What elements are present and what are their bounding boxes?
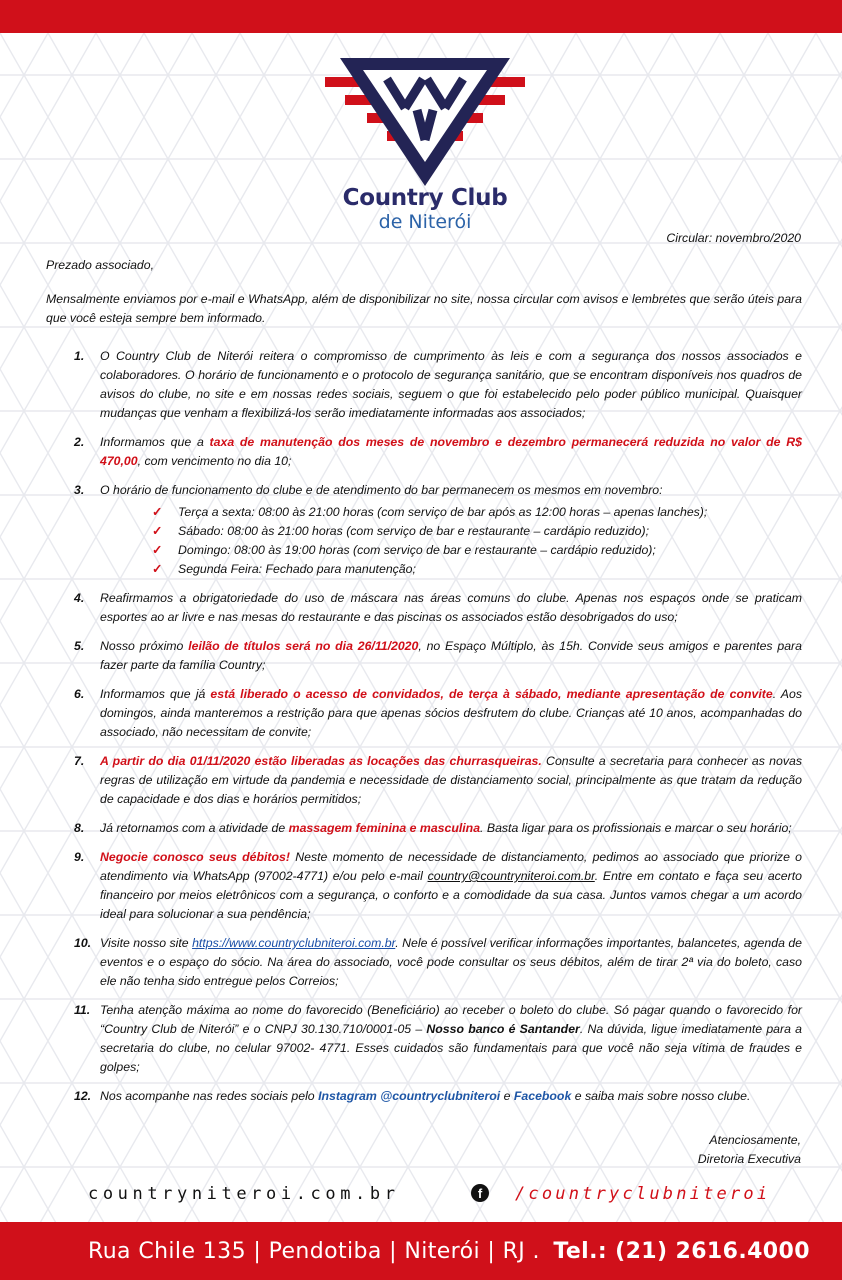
list-item: 1. O Country Club de Niterói reitera o compromisso de cumprimento às leis e com a segurança dos nossos associados e colaboradores. O horário de funcionamento e o protocolo de segurança sanitário, que se encontram disponíveis nos quadros de avisos do clube, no site e em nossas redes sociais, seguem o que foi estabelecido pelo poder público municipal. Quaisquer mudanças que venham a flexibilizá-los serão imediatamente informadas aos associados; (74, 349, 802, 420)
checkmark-icon: ✓ (152, 524, 163, 538)
footer-facebook[interactable]: /countryclubniteroi (515, 1184, 771, 1204)
brand-name: Country Club (342, 185, 508, 211)
bank-note: Nosso banco é Santander (426, 1022, 580, 1036)
highlight: massagem feminina e masculina (288, 821, 481, 835)
schedule-item: ✓ Segunda Feira: Fechado para manutenção; (152, 560, 802, 579)
highlight: está liberado o acesso de convidados, de terça à sábado, mediante apresentação de convite (210, 687, 773, 701)
intro-paragraph: Mensalmente enviamos por e-mail e WhatsApp, além de disponibilizar no site, nossa circular com avisos e lembretes que serão úteis para que você esteja sempre bem informado. (46, 292, 802, 325)
facebook-icon: f (471, 1184, 489, 1202)
schedule-list (100, 503, 802, 579)
highlight: taxa de manutenção dos meses de novembro e dezembro permanecerá reduzida no valor de R$ 470,00 (100, 435, 802, 468)
footer-address: Rua Chile 135 | Pendotiba | Niterói | RJ . (88, 1238, 548, 1264)
list-item: 12. Nos acompanhe nas redes sociais pelo Instagram @countryclubniteroi e Facebook e saiba mais sobre nosso clube. (74, 1089, 751, 1103)
website-link[interactable]: https://www.countryclubniteroi.com.br (192, 936, 396, 950)
list-item: 9. Negocie conosco seus débitos! Neste momento de necessidade de distanciamento, pedimos ao associado que priorize o atendimento via WhatsApp (97002-4771) e/ou pelo e-mail country@countryniteroi.com.br. Entre em contato e faça seu acerto financeiro por meios eletrônicos com a segurança, o conforto e a comodidade da sua casa. Juntos vamos chegar a um acordo ideal para solucionar a sua pendência; (74, 850, 803, 921)
signature-block: Atenciosamente, Diretoria Executiva (697, 1133, 801, 1166)
checkmark-icon: ✓ (152, 543, 163, 557)
instagram-handle: Instagram @countryclubniteroi (318, 1089, 501, 1103)
checkmark-icon: ✓ (152, 562, 163, 576)
schedule-item: ✓ Sábado: 08:00 às 21:00 horas (com serviço de bar e restaurante – cardápio reduzido); (152, 522, 802, 541)
list-item: 10. Visite nosso site https://www.countryclubniteroi.com.br. Nele é possível verificar informações importantes, balancetes, agenda de eventos e o espaço do sócio. Na área do associado, você pode consultar os seus débitos, além de tirar 2ª via do boleto, caso ele não tenha sido entregue pelos Correios; (74, 936, 803, 988)
schedule-item: ✓ Domingo: 08:00 às 19:00 horas (com serviço de bar e restaurante – cardápio reduzido); (152, 541, 802, 560)
list-item: 6. Informamos que já está liberado o acesso de convidados, de terça à sábado, mediante apresentação de convite. Aos domingos, ainda manteremos a restrição para que apenas sócios desfrutem do clube. Crianças até 10 anos, acompanhadas do associado, não necessitam de convite; (74, 687, 802, 739)
highlight: A partir do dia 01/11/2020 estão liberadas as locações das churrasqueiras. (100, 754, 542, 768)
footer-phone: Tel.: (21) 2616.4000 (553, 1238, 810, 1264)
notice-list (46, 347, 802, 1116)
list-item: 8. Já retornamos com a atividade de massagem feminina e masculina. Basta ligar para os profissionais e marcar o seu horário; (74, 821, 792, 835)
list-item: 5. Nosso próximo leilão de títulos será no dia 26/11/2020, no Espaço Múltiplo, às 15h. Convide seus amigos e parentes para fazer parte da família Country; (74, 639, 802, 672)
schedule-item: ✓ Terça a sexta: 08:00 às 21:00 horas (com serviço de bar após as 12:00 horas – apenas lanches); (152, 503, 802, 522)
list-item: 7. A partir do dia 01/11/2020 estão liberadas as locações das churrasqueiras. Consulte a secretaria para conhecer as novas regras de utilização em virtude da pandemia e necessidade de distanciamento social, principalmente as que tratam da redução de capacidade e dos dias e horários permitidos; (74, 754, 802, 806)
brand-subname: de Niterói (378, 211, 472, 233)
email-link[interactable]: country@countryniteroi.com.br (427, 869, 595, 883)
list-item: 2. Informamos que a taxa de manutenção dos meses de novembro e dezembro permanecerá reduzida no valor de R$ 470,00, com vencimento no dia 10; (74, 435, 802, 468)
highlight: Negocie conosco seus débitos! (100, 850, 290, 864)
checkmark-icon: ✓ (152, 505, 163, 519)
list-item: 11. Tenha atenção máxima ao nome do favorecido (Beneficiário) ao receber o boleto do clube. Só pagar quando o favorecido for “Country Club de Niterói” e o CNPJ 30.130.710/0001-05 – Nosso banco é Santander. Na dúvida, ligue imediatamente para a secretaria do clube, no celular 97002- 4771. Esses cuidados são fundamentais para que você não seja vítima de fraudes e golpes; (74, 1003, 802, 1074)
facebook-label: Facebook (513, 1089, 572, 1103)
list-item: 3. O horário de funcionamento do clube e de atendimento do bar permanecem os mesmos em novembro: ✓ Terça a sexta: 08:00 às 21:00 horas (com serviço de bar após as 12:00 horas – apenas lanches); ✓ Sábado: 08:00 às 21:00 horas (com serviço de bar e restaurante – cardápio reduzido); ✓ Domingo: 08:00 às 19:00 horas (com serviço de bar e restaurante – cardápio reduzido); ✓ Segunda Feira: Fechado para manutenção; (46, 481, 802, 579)
footer-website[interactable]: countryniteroi.com.br (88, 1184, 400, 1204)
list-item: 4. Reafirmamos a obrigatoriedade do uso de máscara nas áreas comuns do clube. Apenas nos espaços onde se praticam esportes ao ar livre e nas mesas do restaurante e das piscinas os associados estão desobrigados do uso; (74, 591, 802, 624)
circular-date: Circular: novembro/2020 (666, 231, 801, 245)
greeting: Prezado associado, (46, 258, 155, 272)
highlight: leilão de títulos será no dia 26/11/2020 (188, 639, 419, 653)
